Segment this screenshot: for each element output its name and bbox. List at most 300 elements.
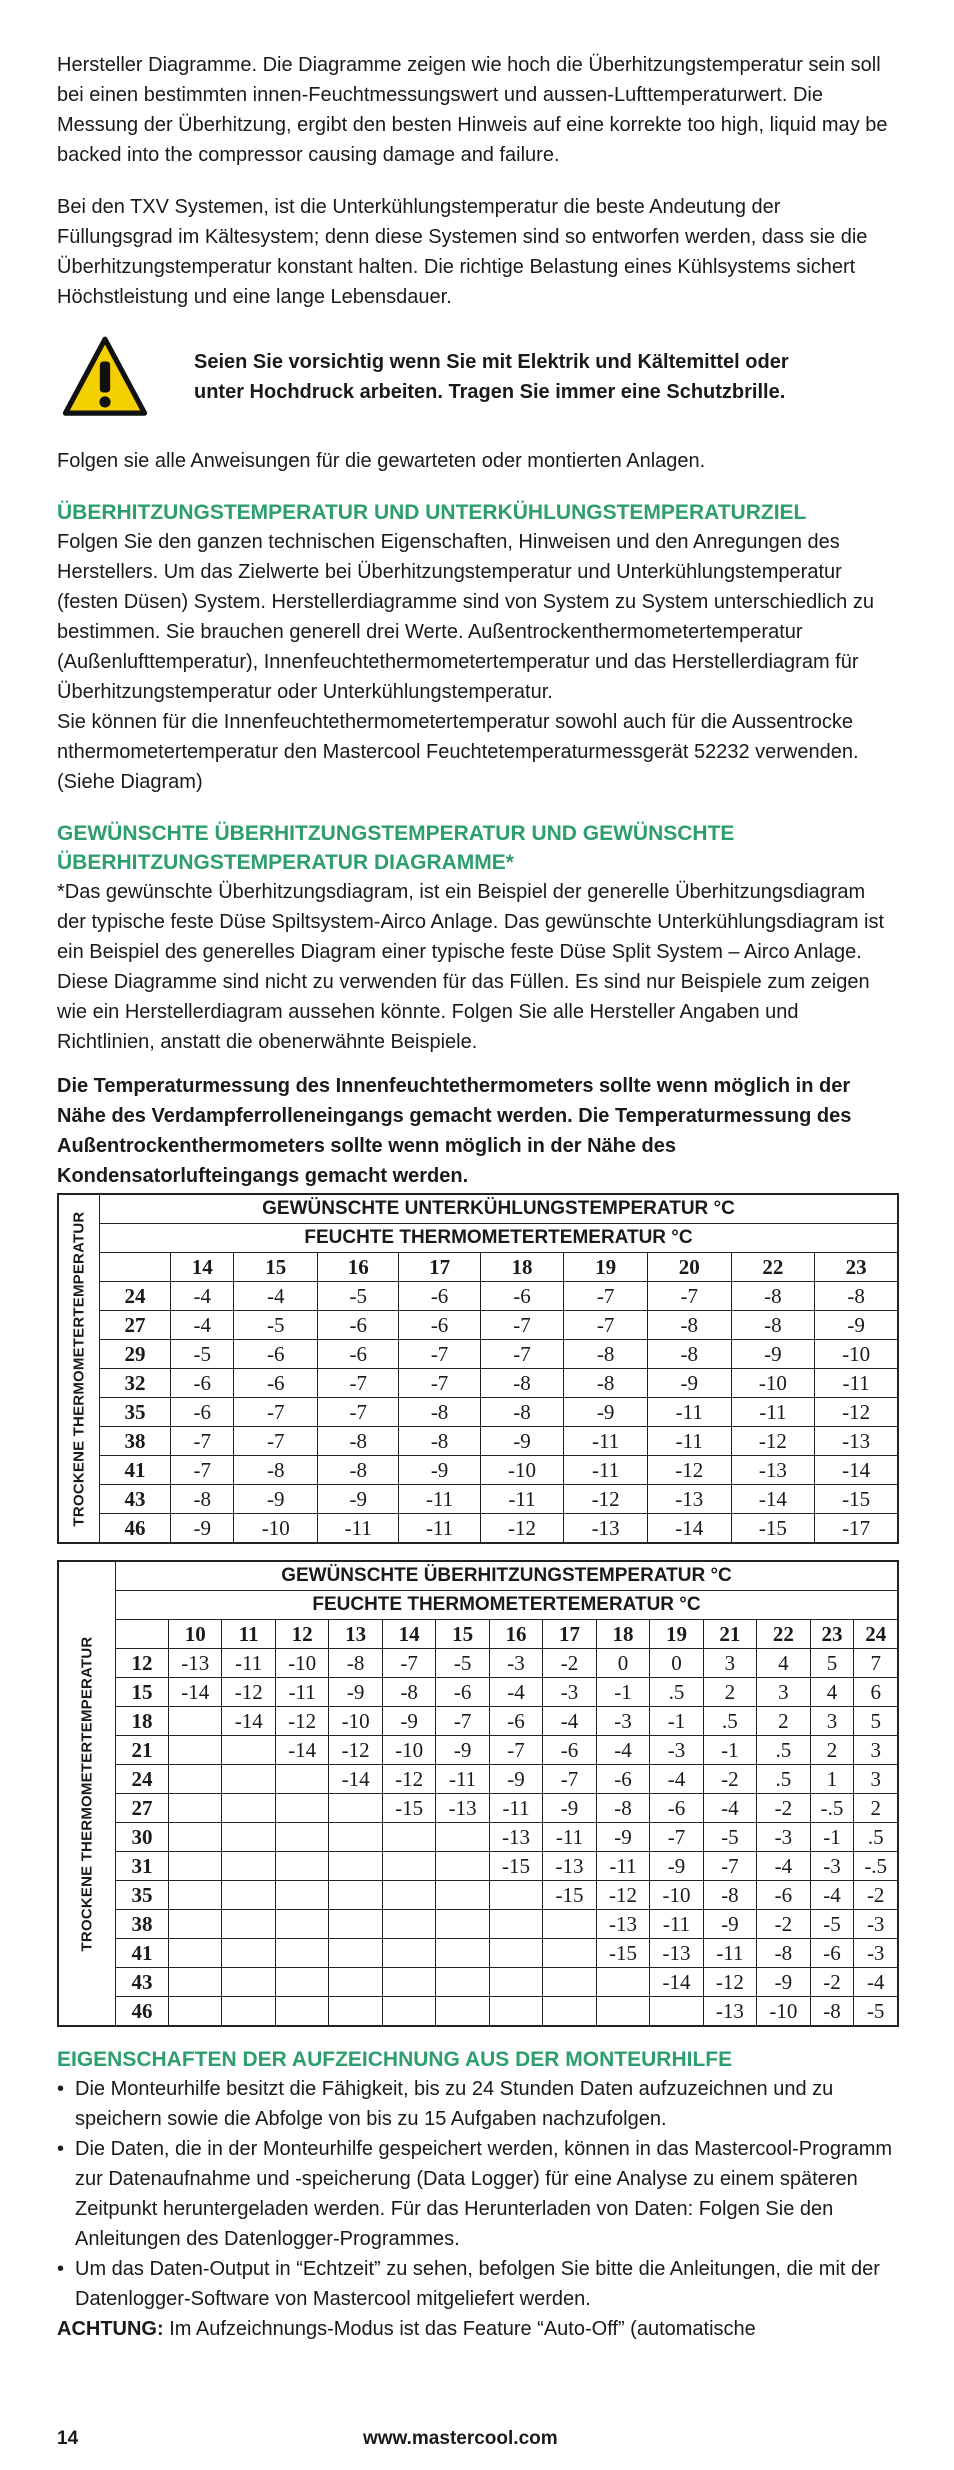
table-cell: -9 bbox=[815, 1311, 897, 1340]
table-cell: -9 bbox=[650, 1852, 703, 1881]
table-cell bbox=[222, 1939, 275, 1968]
table-cell: -8 bbox=[815, 1282, 897, 1311]
table-cell: -7 bbox=[171, 1427, 234, 1456]
table-cell: -10 bbox=[234, 1514, 318, 1543]
table-cell bbox=[275, 1881, 328, 1910]
table-cell: 2 bbox=[703, 1678, 756, 1707]
table-cell: -5 bbox=[810, 1910, 854, 1939]
table-cell bbox=[543, 1910, 596, 1939]
table-cell: -9 bbox=[596, 1823, 649, 1852]
table-cell: -8 bbox=[564, 1340, 648, 1369]
table-cell: -7 bbox=[436, 1707, 489, 1736]
row-header: 38 bbox=[116, 1910, 169, 1939]
table-cell: 4 bbox=[810, 1678, 854, 1707]
row-header: 43 bbox=[116, 1968, 169, 1997]
table-cell bbox=[543, 1939, 596, 1968]
table-cell bbox=[329, 1997, 382, 2026]
row-header: 38 bbox=[100, 1427, 171, 1456]
table-cell: -12 bbox=[480, 1514, 564, 1543]
table-cell bbox=[543, 1997, 596, 2026]
table-cell: -10 bbox=[757, 1997, 810, 2026]
table-cell: -15 bbox=[731, 1514, 815, 1543]
row-header: 30 bbox=[116, 1823, 169, 1852]
table-cell: -6 bbox=[810, 1939, 854, 1968]
table-cell: -9 bbox=[382, 1707, 435, 1736]
table-cell: -2 bbox=[543, 1649, 596, 1678]
table-cell: -6 bbox=[171, 1398, 234, 1427]
table-cell bbox=[329, 1852, 382, 1881]
table-cell: -8 bbox=[731, 1282, 815, 1311]
table-cell: -8 bbox=[318, 1456, 399, 1485]
row-header: 24 bbox=[116, 1765, 169, 1794]
table-cell: -9 bbox=[436, 1736, 489, 1765]
table-cell bbox=[169, 1997, 222, 2026]
table-row bbox=[116, 1649, 897, 1678]
table-cell: 2 bbox=[757, 1707, 810, 1736]
column-header: 12 bbox=[275, 1620, 328, 1649]
table-cell: -6 bbox=[650, 1794, 703, 1823]
table-cell bbox=[169, 1823, 222, 1852]
table-cell: -.5 bbox=[810, 1794, 854, 1823]
column-header: 23 bbox=[815, 1253, 897, 1282]
section-2-heading-line-2: ÜBERHITZUNGSTEMPERATUR DIAGRAMME* bbox=[57, 851, 514, 874]
table-cell: -7 bbox=[399, 1369, 480, 1398]
warning-line-2: unter Hochdruck arbeiten. Tragen Sie immer eine Schutzbrille. bbox=[194, 381, 786, 403]
table-cell: -12 bbox=[731, 1427, 815, 1456]
table-cell: -9 bbox=[399, 1456, 480, 1485]
column-header: 20 bbox=[647, 1253, 731, 1282]
table-cell bbox=[275, 1823, 328, 1852]
table-cell: -8 bbox=[171, 1485, 234, 1514]
table-cell: -9 bbox=[329, 1678, 382, 1707]
table-cell bbox=[382, 1823, 435, 1852]
subcooling-table bbox=[57, 1193, 899, 1544]
table-cell: -2 bbox=[854, 1881, 897, 1910]
table-row bbox=[116, 1881, 897, 1910]
table-cell: -7 bbox=[564, 1282, 648, 1311]
table-cell: -7 bbox=[703, 1852, 756, 1881]
table-cell: -8 bbox=[234, 1456, 318, 1485]
table-cell: 3 bbox=[854, 1765, 897, 1794]
table-2-side-label: TROCKENE THERMOMETERTEMPERATUR bbox=[59, 1562, 116, 2025]
table-cell: -11 bbox=[543, 1823, 596, 1852]
table-cell bbox=[169, 1736, 222, 1765]
list-item: • Um das Daten-Output in “Echtzeit” zu sehen, befolgen Sie bitte die Anleitungen, die mit der Datenlogger-Software von Mastercool mitgeliefert werden. bbox=[57, 2254, 899, 2314]
warning-text bbox=[194, 347, 789, 407]
table-cell: -14 bbox=[275, 1736, 328, 1765]
table-row bbox=[116, 1910, 897, 1939]
table-cell: -11 bbox=[480, 1485, 564, 1514]
table-cell: -8 bbox=[564, 1369, 648, 1398]
table-cell: -12 bbox=[382, 1765, 435, 1794]
table-cell: 2 bbox=[810, 1736, 854, 1765]
table-cell: -6 bbox=[480, 1282, 564, 1311]
table-cell bbox=[222, 1910, 275, 1939]
table-cell: 5 bbox=[854, 1707, 897, 1736]
table-cell bbox=[596, 1997, 649, 2026]
column-header: 15 bbox=[436, 1620, 489, 1649]
table-cell: -6 bbox=[757, 1881, 810, 1910]
table-cell: -11 bbox=[436, 1765, 489, 1794]
table-cell: -8 bbox=[480, 1398, 564, 1427]
table-cell: -17 bbox=[815, 1514, 897, 1543]
table-cell: -11 bbox=[596, 1852, 649, 1881]
table-cell: -8 bbox=[757, 1939, 810, 1968]
attention-note bbox=[57, 2314, 899, 2344]
table-cell bbox=[329, 1968, 382, 1997]
table-row bbox=[116, 1939, 897, 1968]
table-cell: -4 bbox=[489, 1678, 542, 1707]
table-cell: 3 bbox=[810, 1707, 854, 1736]
table-cell: -5 bbox=[854, 1997, 897, 2026]
table-cell: -11 bbox=[647, 1427, 731, 1456]
row-header: 35 bbox=[100, 1398, 171, 1427]
table-cell bbox=[169, 1939, 222, 1968]
table-cell bbox=[382, 1997, 435, 2026]
column-header: 18 bbox=[480, 1253, 564, 1282]
column-header: 15 bbox=[234, 1253, 318, 1282]
table-cell bbox=[275, 1852, 328, 1881]
table-cell: -10 bbox=[731, 1369, 815, 1398]
table-cell: -14 bbox=[222, 1707, 275, 1736]
table-cell bbox=[222, 1823, 275, 1852]
table-cell bbox=[382, 1968, 435, 1997]
table-cell: -11 bbox=[222, 1649, 275, 1678]
table-corner-cell bbox=[100, 1253, 171, 1282]
table-cell: -7 bbox=[318, 1398, 399, 1427]
column-header: 16 bbox=[318, 1253, 399, 1282]
section-2-heading-line-1: GEWÜNSCHTE ÜBERHITZUNGSTEMPERATUR UND GEWÜNSCHTE bbox=[57, 822, 735, 845]
table-cell: -4 bbox=[596, 1736, 649, 1765]
table-cell: -1 bbox=[703, 1736, 756, 1765]
table-cell: -15 bbox=[489, 1852, 542, 1881]
table-cell: -3 bbox=[489, 1649, 542, 1678]
table-title: GEWÜNSCHTE ÜBERHITZUNGSTEMPERATUR °C bbox=[116, 1562, 897, 1591]
column-header: 22 bbox=[731, 1253, 815, 1282]
row-header: 41 bbox=[100, 1456, 171, 1485]
table-row bbox=[100, 1514, 897, 1543]
table-cell: -11 bbox=[318, 1514, 399, 1543]
row-header: 46 bbox=[116, 1997, 169, 2026]
list-item: • Die Monteurhilfe besitzt die Fähigkeit, bis zu 24 Stunden Daten aufzuzeichnen und zu speichern sowie die Abfolge von bis zu 15 Aufgaben nachzufolgen. bbox=[57, 2074, 899, 2134]
table-cell: -9 bbox=[757, 1968, 810, 1997]
table-cell: -13 bbox=[564, 1514, 648, 1543]
table-cell: -12 bbox=[222, 1678, 275, 1707]
table-cell: -3 bbox=[650, 1736, 703, 1765]
table-cell: -6 bbox=[318, 1340, 399, 1369]
table-cell bbox=[382, 1881, 435, 1910]
table-cell: -15 bbox=[815, 1485, 897, 1514]
table-cell bbox=[329, 1881, 382, 1910]
column-header: 19 bbox=[650, 1620, 703, 1649]
table-cell: -7 bbox=[480, 1340, 564, 1369]
table-cell: -7 bbox=[564, 1311, 648, 1340]
table-cell: 3 bbox=[757, 1678, 810, 1707]
table-cell: -10 bbox=[382, 1736, 435, 1765]
table-cell bbox=[650, 1997, 703, 2026]
table-cell bbox=[329, 1910, 382, 1939]
table-cell: -12 bbox=[329, 1736, 382, 1765]
column-header: 16 bbox=[489, 1620, 542, 1649]
table-cell: -7 bbox=[543, 1765, 596, 1794]
table-cell bbox=[596, 1968, 649, 1997]
table-cell bbox=[329, 1823, 382, 1852]
subcooling-grid bbox=[100, 1195, 897, 1542]
table-cell: 3 bbox=[854, 1736, 897, 1765]
table-cell: -14 bbox=[169, 1678, 222, 1707]
table-cell: -2 bbox=[757, 1910, 810, 1939]
table-cell: -11 bbox=[399, 1514, 480, 1543]
table-cell: -7 bbox=[318, 1369, 399, 1398]
section-2-text: *Das gewünschte Überhitzungsdiagram, ist ein Beispiel der generelle Überhitzungsdiagram der typische feste Düse Spiltsystem-Airco Anlage. Das gewünschte Unterkühlungsdiagram ist ein Beispiel des generelles Diagram einer typische feste Düse Split System – Airco Anlage. Diese Diagramme sind nicht zu verwenden für das Füllen. Es sind nur Beispiele zum zeigen wie ein Herstellerdiagram aussehen könnte. Folgen Sie alle Hersteller Angaben und Richtlinien, anstatt die obenerwähnte Beispiele. bbox=[57, 881, 885, 1053]
table-cell bbox=[275, 1968, 328, 1997]
table-cell bbox=[222, 1736, 275, 1765]
table-cell: -1 bbox=[650, 1707, 703, 1736]
attention-label: ACHTUNG: bbox=[57, 2318, 164, 2340]
table-cell bbox=[222, 1794, 275, 1823]
table-cell: -9 bbox=[318, 1485, 399, 1514]
table-cell: -14 bbox=[731, 1485, 815, 1514]
table-cell: -4 bbox=[543, 1707, 596, 1736]
attention-text: Im Aufzeichnungs-Modus ist das Feature “Auto-Off” (automatische bbox=[163, 2318, 756, 2340]
table-cell: -5 bbox=[436, 1649, 489, 1678]
table-cell: -10 bbox=[815, 1340, 897, 1369]
table-cell: -3 bbox=[596, 1707, 649, 1736]
table-cell bbox=[543, 1968, 596, 1997]
table-cell bbox=[275, 1794, 328, 1823]
table-cell: 2 bbox=[854, 1794, 897, 1823]
table-cell: -6 bbox=[399, 1311, 480, 1340]
table-cell: -4 bbox=[171, 1282, 234, 1311]
table-cell bbox=[489, 1968, 542, 1997]
table-cell: -7 bbox=[171, 1456, 234, 1485]
table-cell bbox=[169, 1765, 222, 1794]
table-subtitle: FEUCHTE THERMOMETERTEMERATUR °C bbox=[100, 1224, 897, 1253]
table-cell: -11 bbox=[564, 1427, 648, 1456]
row-header: 18 bbox=[116, 1707, 169, 1736]
table-cell: .5 bbox=[757, 1765, 810, 1794]
table-cell: -10 bbox=[275, 1649, 328, 1678]
table-cell: -5 bbox=[171, 1340, 234, 1369]
table-cell: -5 bbox=[703, 1823, 756, 1852]
table-cell bbox=[222, 1765, 275, 1794]
section-1-heading: ÜBERHITZUNGSTEMPERATUR UND UNTERKÜHLUNGSTEMPERATURZIEL bbox=[57, 501, 807, 524]
table-cell bbox=[382, 1852, 435, 1881]
table-cell: -7 bbox=[234, 1427, 318, 1456]
row-header: 31 bbox=[116, 1852, 169, 1881]
table-cell: -13 bbox=[815, 1427, 897, 1456]
table-cell: -8 bbox=[596, 1794, 649, 1823]
table-cell: -9 bbox=[731, 1340, 815, 1369]
column-header: 19 bbox=[564, 1253, 648, 1282]
table-cell: -5 bbox=[318, 1282, 399, 1311]
table-cell: -9 bbox=[234, 1485, 318, 1514]
table-row bbox=[100, 1311, 897, 1340]
table-cell: -13 bbox=[703, 1997, 756, 2026]
table-cell: -8 bbox=[382, 1678, 435, 1707]
table-cell: -6 bbox=[399, 1282, 480, 1311]
table-cell: 0 bbox=[596, 1649, 649, 1678]
table-cell bbox=[275, 1765, 328, 1794]
table-cell: -6 bbox=[543, 1736, 596, 1765]
table-cell: -6 bbox=[234, 1340, 318, 1369]
column-header: 22 bbox=[757, 1620, 810, 1649]
table-cell bbox=[489, 1939, 542, 1968]
table-cell bbox=[382, 1939, 435, 1968]
table-cell bbox=[489, 1910, 542, 1939]
row-header: 27 bbox=[116, 1794, 169, 1823]
column-header: 21 bbox=[703, 1620, 756, 1649]
table-row bbox=[116, 1678, 897, 1707]
table-cell: -4 bbox=[703, 1794, 756, 1823]
row-header: 29 bbox=[100, 1340, 171, 1369]
table-cell bbox=[436, 1997, 489, 2026]
table-cell bbox=[169, 1794, 222, 1823]
table-cell: -9 bbox=[489, 1765, 542, 1794]
table-cell: -8 bbox=[480, 1369, 564, 1398]
table-cell: .5 bbox=[757, 1736, 810, 1765]
section-2-bold-note: Die Temperaturmessung des Innenfeuchtethermometers sollte wenn möglich in der Nähe des Verdampferrolleneingangs gemacht werden. Die Temperaturmessung des Außentrockenthermometers sollte wenn möglich in der Nähe des Kondensatorlufteingangs gemacht werden. bbox=[57, 1075, 852, 1187]
table-cell: -9 bbox=[543, 1794, 596, 1823]
row-header: 46 bbox=[100, 1514, 171, 1543]
table-row bbox=[116, 1794, 897, 1823]
table-subtitle: FEUCHTE THERMOMETERTEMERATUR °C bbox=[116, 1591, 897, 1620]
table-cell bbox=[436, 1881, 489, 1910]
table-cell: -11 bbox=[815, 1369, 897, 1398]
table-row bbox=[100, 1485, 897, 1514]
table-cell bbox=[169, 1881, 222, 1910]
table-row bbox=[100, 1398, 897, 1427]
table-cell: -7 bbox=[234, 1398, 318, 1427]
table-cell bbox=[222, 1852, 275, 1881]
table-cell: -10 bbox=[329, 1707, 382, 1736]
table-cell: -14 bbox=[815, 1456, 897, 1485]
table-cell bbox=[436, 1823, 489, 1852]
table-cell bbox=[329, 1794, 382, 1823]
table-row bbox=[116, 1707, 897, 1736]
table-cell: -4 bbox=[234, 1282, 318, 1311]
table-cell: .5 bbox=[650, 1678, 703, 1707]
table-cell: -10 bbox=[650, 1881, 703, 1910]
row-header: 43 bbox=[100, 1485, 171, 1514]
table-cell bbox=[275, 1910, 328, 1939]
table-cell: -3 bbox=[757, 1823, 810, 1852]
table-cell: -9 bbox=[480, 1427, 564, 1456]
table-cell: -11 bbox=[275, 1678, 328, 1707]
intro-paragraph-2: Bei den TXV Systemen, ist die Unterkühlungstemperatur die beste Andeutung der Füllungsgrad im Kältesystem; denn diese Systemen sind so entworfen werden, dass sie die Überhitzungstemperatur konstant halten. Die richtige Belastung eines Kühlsystems sichert Höchstleistung und eine lange Lebensdauer. bbox=[57, 196, 868, 308]
row-header: 21 bbox=[116, 1736, 169, 1765]
table-cell: -3 bbox=[854, 1910, 897, 1939]
row-header: 32 bbox=[100, 1369, 171, 1398]
table-cell bbox=[275, 1997, 328, 2026]
table-cell: -14 bbox=[329, 1765, 382, 1794]
table-cell: -7 bbox=[489, 1736, 542, 1765]
table-row bbox=[116, 1765, 897, 1794]
table-cell: 1 bbox=[810, 1765, 854, 1794]
row-header: 24 bbox=[100, 1282, 171, 1311]
table-cell: 4 bbox=[757, 1649, 810, 1678]
list-item: • Die Daten, die in der Monteurhilfe gespeichert werden, können in das Mastercool-Programm zur Datenaufnahme und -speicherung (Data Logger) für eine Analyse zu einem späteren Zeitpunkt heruntergeladen werden. Für das Herunterladen von Daten: Folgen Sie den Anleitungen des Datenlogger-Programmes. bbox=[57, 2134, 899, 2254]
column-header: 18 bbox=[596, 1620, 649, 1649]
table-cell: -1 bbox=[810, 1823, 854, 1852]
table-cell bbox=[169, 1707, 222, 1736]
table-cell: -13 bbox=[489, 1823, 542, 1852]
table-cell: .5 bbox=[854, 1823, 897, 1852]
footer-url[interactable]: www.mastercool.com bbox=[363, 2428, 558, 2449]
column-header: 17 bbox=[543, 1620, 596, 1649]
page-number: 14 bbox=[57, 2428, 79, 2449]
table-cell: -11 bbox=[564, 1456, 648, 1485]
table-cell: -9 bbox=[564, 1398, 648, 1427]
table-cell: -9 bbox=[171, 1514, 234, 1543]
table-cell bbox=[329, 1939, 382, 1968]
table-cell: -12 bbox=[703, 1968, 756, 1997]
table-row bbox=[100, 1427, 897, 1456]
table-row bbox=[100, 1369, 897, 1398]
superheat-grid bbox=[116, 1562, 897, 2025]
table-cell: -3 bbox=[854, 1939, 897, 1968]
table-cell: -13 bbox=[543, 1852, 596, 1881]
column-header: 11 bbox=[222, 1620, 275, 1649]
table-cell: -3 bbox=[810, 1852, 854, 1881]
table-cell: -11 bbox=[703, 1939, 756, 1968]
table-cell: -6 bbox=[171, 1369, 234, 1398]
warning-notice bbox=[57, 334, 899, 420]
column-header: 13 bbox=[329, 1620, 382, 1649]
table-cell: -8 bbox=[647, 1340, 731, 1369]
table-cell: -15 bbox=[543, 1881, 596, 1910]
row-header: 35 bbox=[116, 1881, 169, 1910]
table-cell: -7 bbox=[647, 1282, 731, 1311]
table-cell: -12 bbox=[596, 1881, 649, 1910]
table-cell bbox=[436, 1852, 489, 1881]
row-header: 41 bbox=[116, 1939, 169, 1968]
table-cell: -8 bbox=[318, 1427, 399, 1456]
table-cell: -8 bbox=[399, 1427, 480, 1456]
table-cell: -8 bbox=[731, 1311, 815, 1340]
table-cell: -6 bbox=[436, 1678, 489, 1707]
column-header: 14 bbox=[171, 1253, 234, 1282]
column-header: 23 bbox=[810, 1620, 854, 1649]
table-cell: -4 bbox=[650, 1765, 703, 1794]
table-cell: -7 bbox=[650, 1823, 703, 1852]
column-header: 17 bbox=[399, 1253, 480, 1282]
table-cell: -6 bbox=[596, 1765, 649, 1794]
table-cell: -3 bbox=[543, 1678, 596, 1707]
table-cell: -2 bbox=[757, 1794, 810, 1823]
table-cell bbox=[222, 1968, 275, 1997]
warning-icon bbox=[62, 334, 148, 420]
table-cell: -15 bbox=[596, 1939, 649, 1968]
table-cell: 3 bbox=[703, 1649, 756, 1678]
table-cell: -1 bbox=[596, 1678, 649, 1707]
table-cell bbox=[222, 1881, 275, 1910]
table-cell: -13 bbox=[650, 1939, 703, 1968]
table-cell: -4 bbox=[854, 1968, 897, 1997]
table-row bbox=[116, 1736, 897, 1765]
table-cell: -12 bbox=[275, 1707, 328, 1736]
table-cell: 6 bbox=[854, 1678, 897, 1707]
table-cell: -11 bbox=[489, 1794, 542, 1823]
table-cell bbox=[169, 1968, 222, 1997]
table-cell bbox=[222, 1997, 275, 2026]
table-cell: -2 bbox=[810, 1968, 854, 1997]
table-cell: -4 bbox=[810, 1881, 854, 1910]
table-cell: -10 bbox=[480, 1456, 564, 1485]
table-corner-cell bbox=[116, 1620, 169, 1649]
table-title: GEWÜNSCHTE UNTERKÜHLUNGSTEMPERATUR °C bbox=[100, 1195, 897, 1224]
table-row bbox=[116, 1823, 897, 1852]
